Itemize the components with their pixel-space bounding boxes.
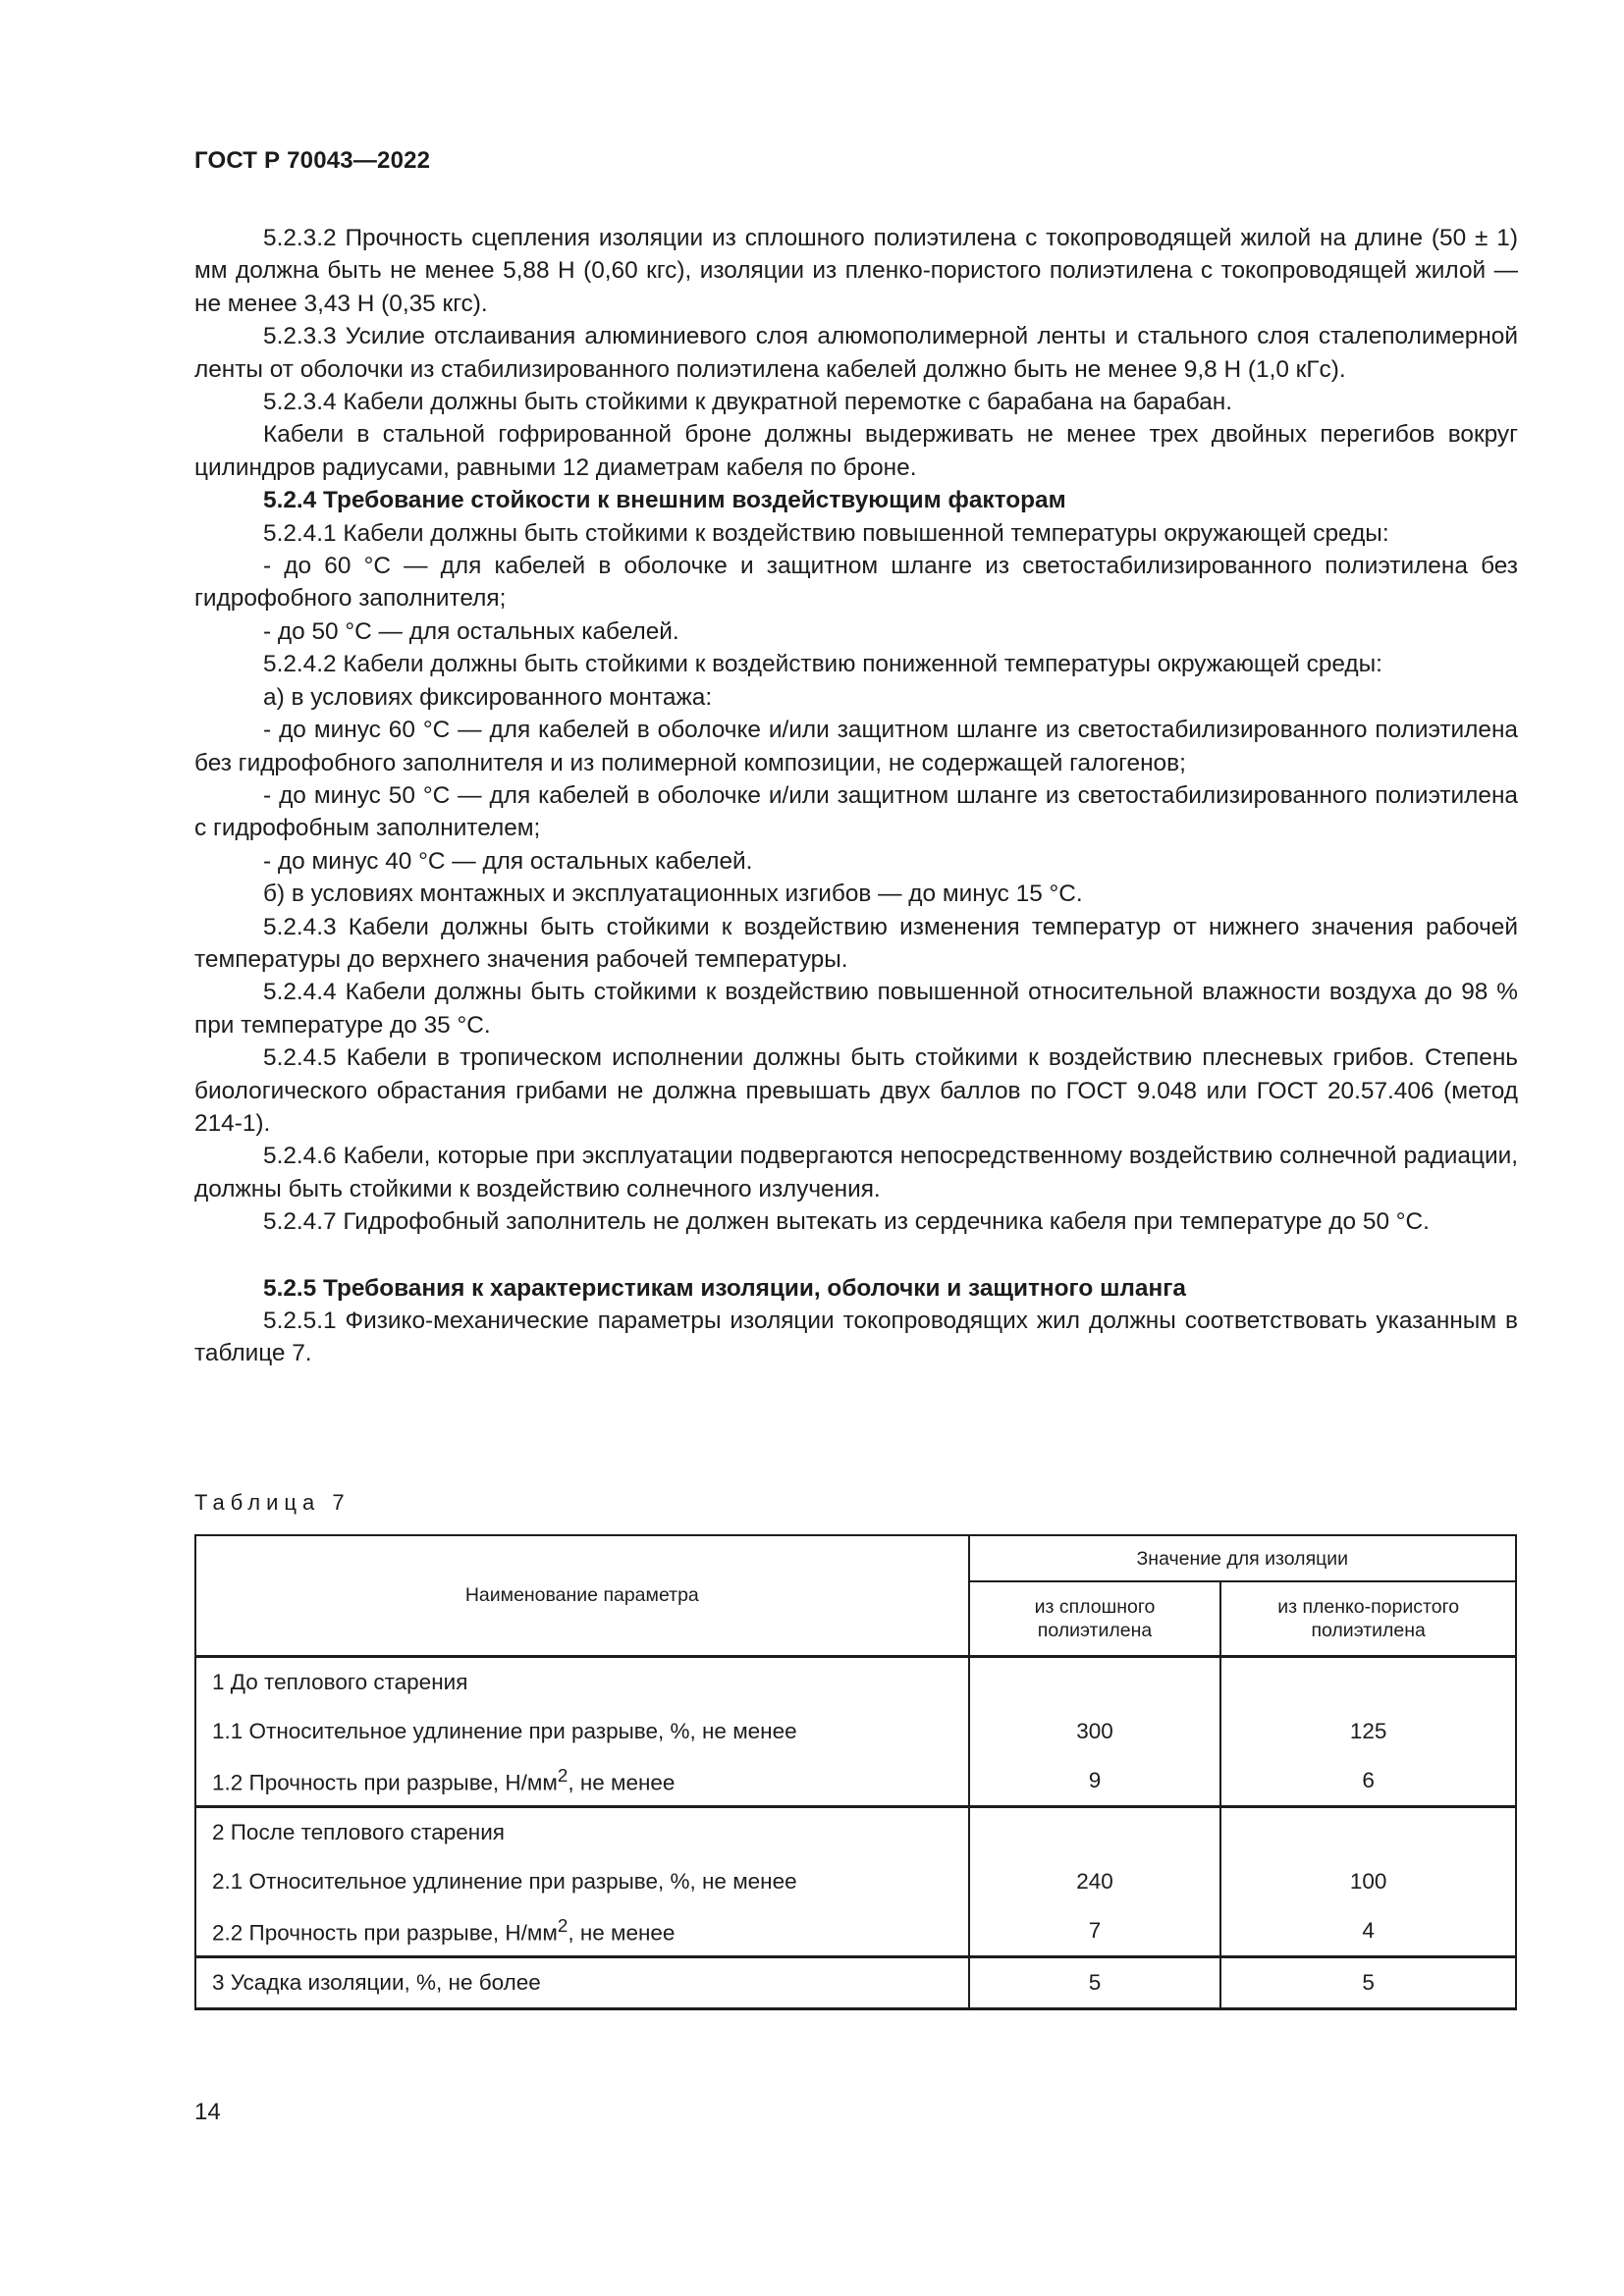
row-name: 1 До теплового старения	[195, 1656, 969, 1707]
row-name-suffix: , не менее	[568, 1770, 676, 1795]
list-item-minus-40c: - до минус 40 °С — для остальных кабелей.	[263, 847, 753, 875]
table-row	[195, 1707, 1516, 1756]
row-value-foam	[1220, 1806, 1516, 1857]
list-item-a-fixed-mount: а) в условиях фиксированного монтажа:	[263, 683, 713, 711]
row-value-solid: 300	[969, 1707, 1221, 1756]
header-foam-polyethylene: из пленко-пористого полиэтилена	[1220, 1581, 1516, 1656]
row-name	[195, 1906, 969, 1957]
paragraph-5-2-3-4: 5.2.3.4 Кабели должны быть стойкими к двукратной перемотке с барабана на барабан.	[263, 389, 1233, 416]
paragraph-5-2-4-6: 5.2.4.6 Кабели, которые при эксплуатации подвергаются непосредственному воздействию солнечной радиации, должны быть стойкими к воздействию солнечного излучения.	[194, 1143, 1518, 1202]
list-item-60c: - до 60 °С — для кабелей в оболочке и защитном шланге из светостабилизированного полиэтилена без гидрофобного заполнителя;	[194, 553, 1518, 613]
row-value-solid: 240	[969, 1857, 1221, 1906]
row-value-foam: 6	[1220, 1756, 1516, 1807]
list-item-b-bending: б) в условиях монтажных и эксплуатационных изгибов — до минус 15 °С.	[263, 881, 1083, 908]
document-header: ГОСТ Р 70043—2022	[194, 147, 431, 174]
table-row	[195, 1956, 1516, 2008]
list-item-minus-60c: - до минус 60 °С — для кабелей в оболочке и/или защитном шланге из светостабилизированного полиэтилена без гидрофобного заполнителя и из полимерной композиции, не содержащей галогенов;	[194, 717, 1518, 776]
row-value-solid: 5	[969, 1956, 1221, 2008]
row-name-text: 2.2 Прочность при разрыве, Н/мм	[212, 1920, 558, 1946]
paragraph-armored-cables: Кабели в стальной гофрированной броне должны выдерживать не менее трех двойных перегибов вокруг цилиндров радиусами, равными 12 диаметрам кабеля по броне.	[194, 421, 1518, 481]
body-text	[194, 222, 1518, 1370]
paragraph-5-2-5-1: 5.2.5.1 Физико-механические параметры изоляции токопроводящих жил должны соответствовать указанным в таблице 7.	[194, 1308, 1518, 1367]
header-solid-polyethylene: из сплошного полиэтилена	[969, 1581, 1221, 1656]
header-value-group: Значение для изоляции	[969, 1535, 1516, 1581]
row-value-foam: 5	[1220, 1956, 1516, 2008]
row-value-solid	[969, 1806, 1221, 1857]
table-row	[195, 1756, 1516, 1807]
paragraph-5-2-3-3: 5.2.3.3 Усилие отслаивания алюминиевого слоя алюмополимерной ленты и стального слоя сталеполимерной ленты от оболочки из стабилизированного полиэтилена кабелей должно быть не менее 9,8 Н (1,0 кГс).	[194, 323, 1518, 383]
row-name: 1.1 Относительное удлинение при разрыве, %, не менее	[195, 1707, 969, 1756]
section-heading-5-2-4: 5.2.4 Требование стойкости к внешним воздействующим факторам	[263, 487, 1066, 514]
list-item-50c: - до 50 °С — для остальных кабелей.	[263, 617, 679, 645]
header-parameter-name: Наименование параметра	[195, 1535, 969, 1656]
table-row	[195, 1656, 1516, 1707]
superscript: 2	[557, 1914, 568, 1936]
paragraph-5-2-4-2: 5.2.4.2 Кабели должны быть стойкими к воздействию пониженной температуры окружающей среды:	[263, 651, 1382, 678]
table-row	[195, 1906, 1516, 1957]
row-value-solid	[969, 1656, 1221, 1707]
paragraph-5-2-3-2: 5.2.3.2 Прочность сцепления изоляции из сплошного полиэтилена с токопроводящей жилой на длине (50 ± 1) мм должна быть не менее 5,88 Н (0,60 кгс), изоляции из пленко-пористого полиэтилена с токопроводящей жилой — не менее 3,43 Н (0,35 кгс).	[194, 225, 1518, 317]
row-value-foam: 4	[1220, 1906, 1516, 1957]
row-value-foam	[1220, 1656, 1516, 1707]
row-name-text: 1.2 Прочность при разрыве, Н/мм	[212, 1770, 558, 1795]
table-row	[195, 1806, 1516, 1857]
paragraph-5-2-4-4: 5.2.4.4 Кабели должны быть стойкими к воздействию повышенной относительной влажности воздуха до 98 % при температуре до 35 °С.	[194, 979, 1518, 1039]
section-heading-5-2-5: 5.2.5 Требования к характеристикам изоляции, оболочки и защитного шланга	[263, 1274, 1186, 1302]
paragraph-5-2-4-5: 5.2.4.5 Кабели в тропическом исполнении должны быть стойкими к воздействию плесневых грибов. Степень биологического обрастания грибами не должна превышать двух баллов по ГОСТ 9.048 или ГОСТ 20.57.406 (метод 214-1).	[194, 1044, 1518, 1137]
row-name-suffix: , не менее	[568, 1920, 676, 1946]
paragraph-5-2-4-1: 5.2.4.1 Кабели должны быть стойкими к воздействию повышенной температуры окружающей среды:	[263, 519, 1389, 547]
row-value-solid: 7	[969, 1906, 1221, 1957]
page-number: 14	[194, 2099, 221, 2125]
row-name: 2.1 Относительное удлинение при разрыве, %, не менее	[195, 1857, 969, 1906]
table-caption: Таблица 7	[194, 1490, 351, 1515]
paragraph-5-2-4-7: 5.2.4.7 Гидрофобный заполнитель не должен вытекать из сердечника кабеля при температуре до 50 °С.	[263, 1208, 1430, 1236]
table-row	[195, 1857, 1516, 1906]
table-7	[194, 1534, 1517, 2010]
superscript: 2	[557, 1764, 568, 1786]
list-item-minus-50c: - до минус 50 °С — для кабелей в оболочке и/или защитном шланге из светостабилизированного полиэтилена с гидрофобным заполнителем;	[194, 781, 1518, 842]
row-name: 3 Усадка изоляции, %, не более	[195, 1956, 969, 2008]
row-value-foam: 100	[1220, 1857, 1516, 1906]
paragraph-5-2-4-3: 5.2.4.3 Кабели должны быть стойкими к воздействию изменения температур от нижнего значения рабочей температуры до верхнего значения рабочей температуры.	[194, 913, 1518, 973]
row-value-foam: 125	[1220, 1707, 1516, 1756]
row-name	[195, 1756, 969, 1807]
row-name: 2 После теплового старения	[195, 1806, 969, 1857]
row-value-solid: 9	[969, 1756, 1221, 1807]
